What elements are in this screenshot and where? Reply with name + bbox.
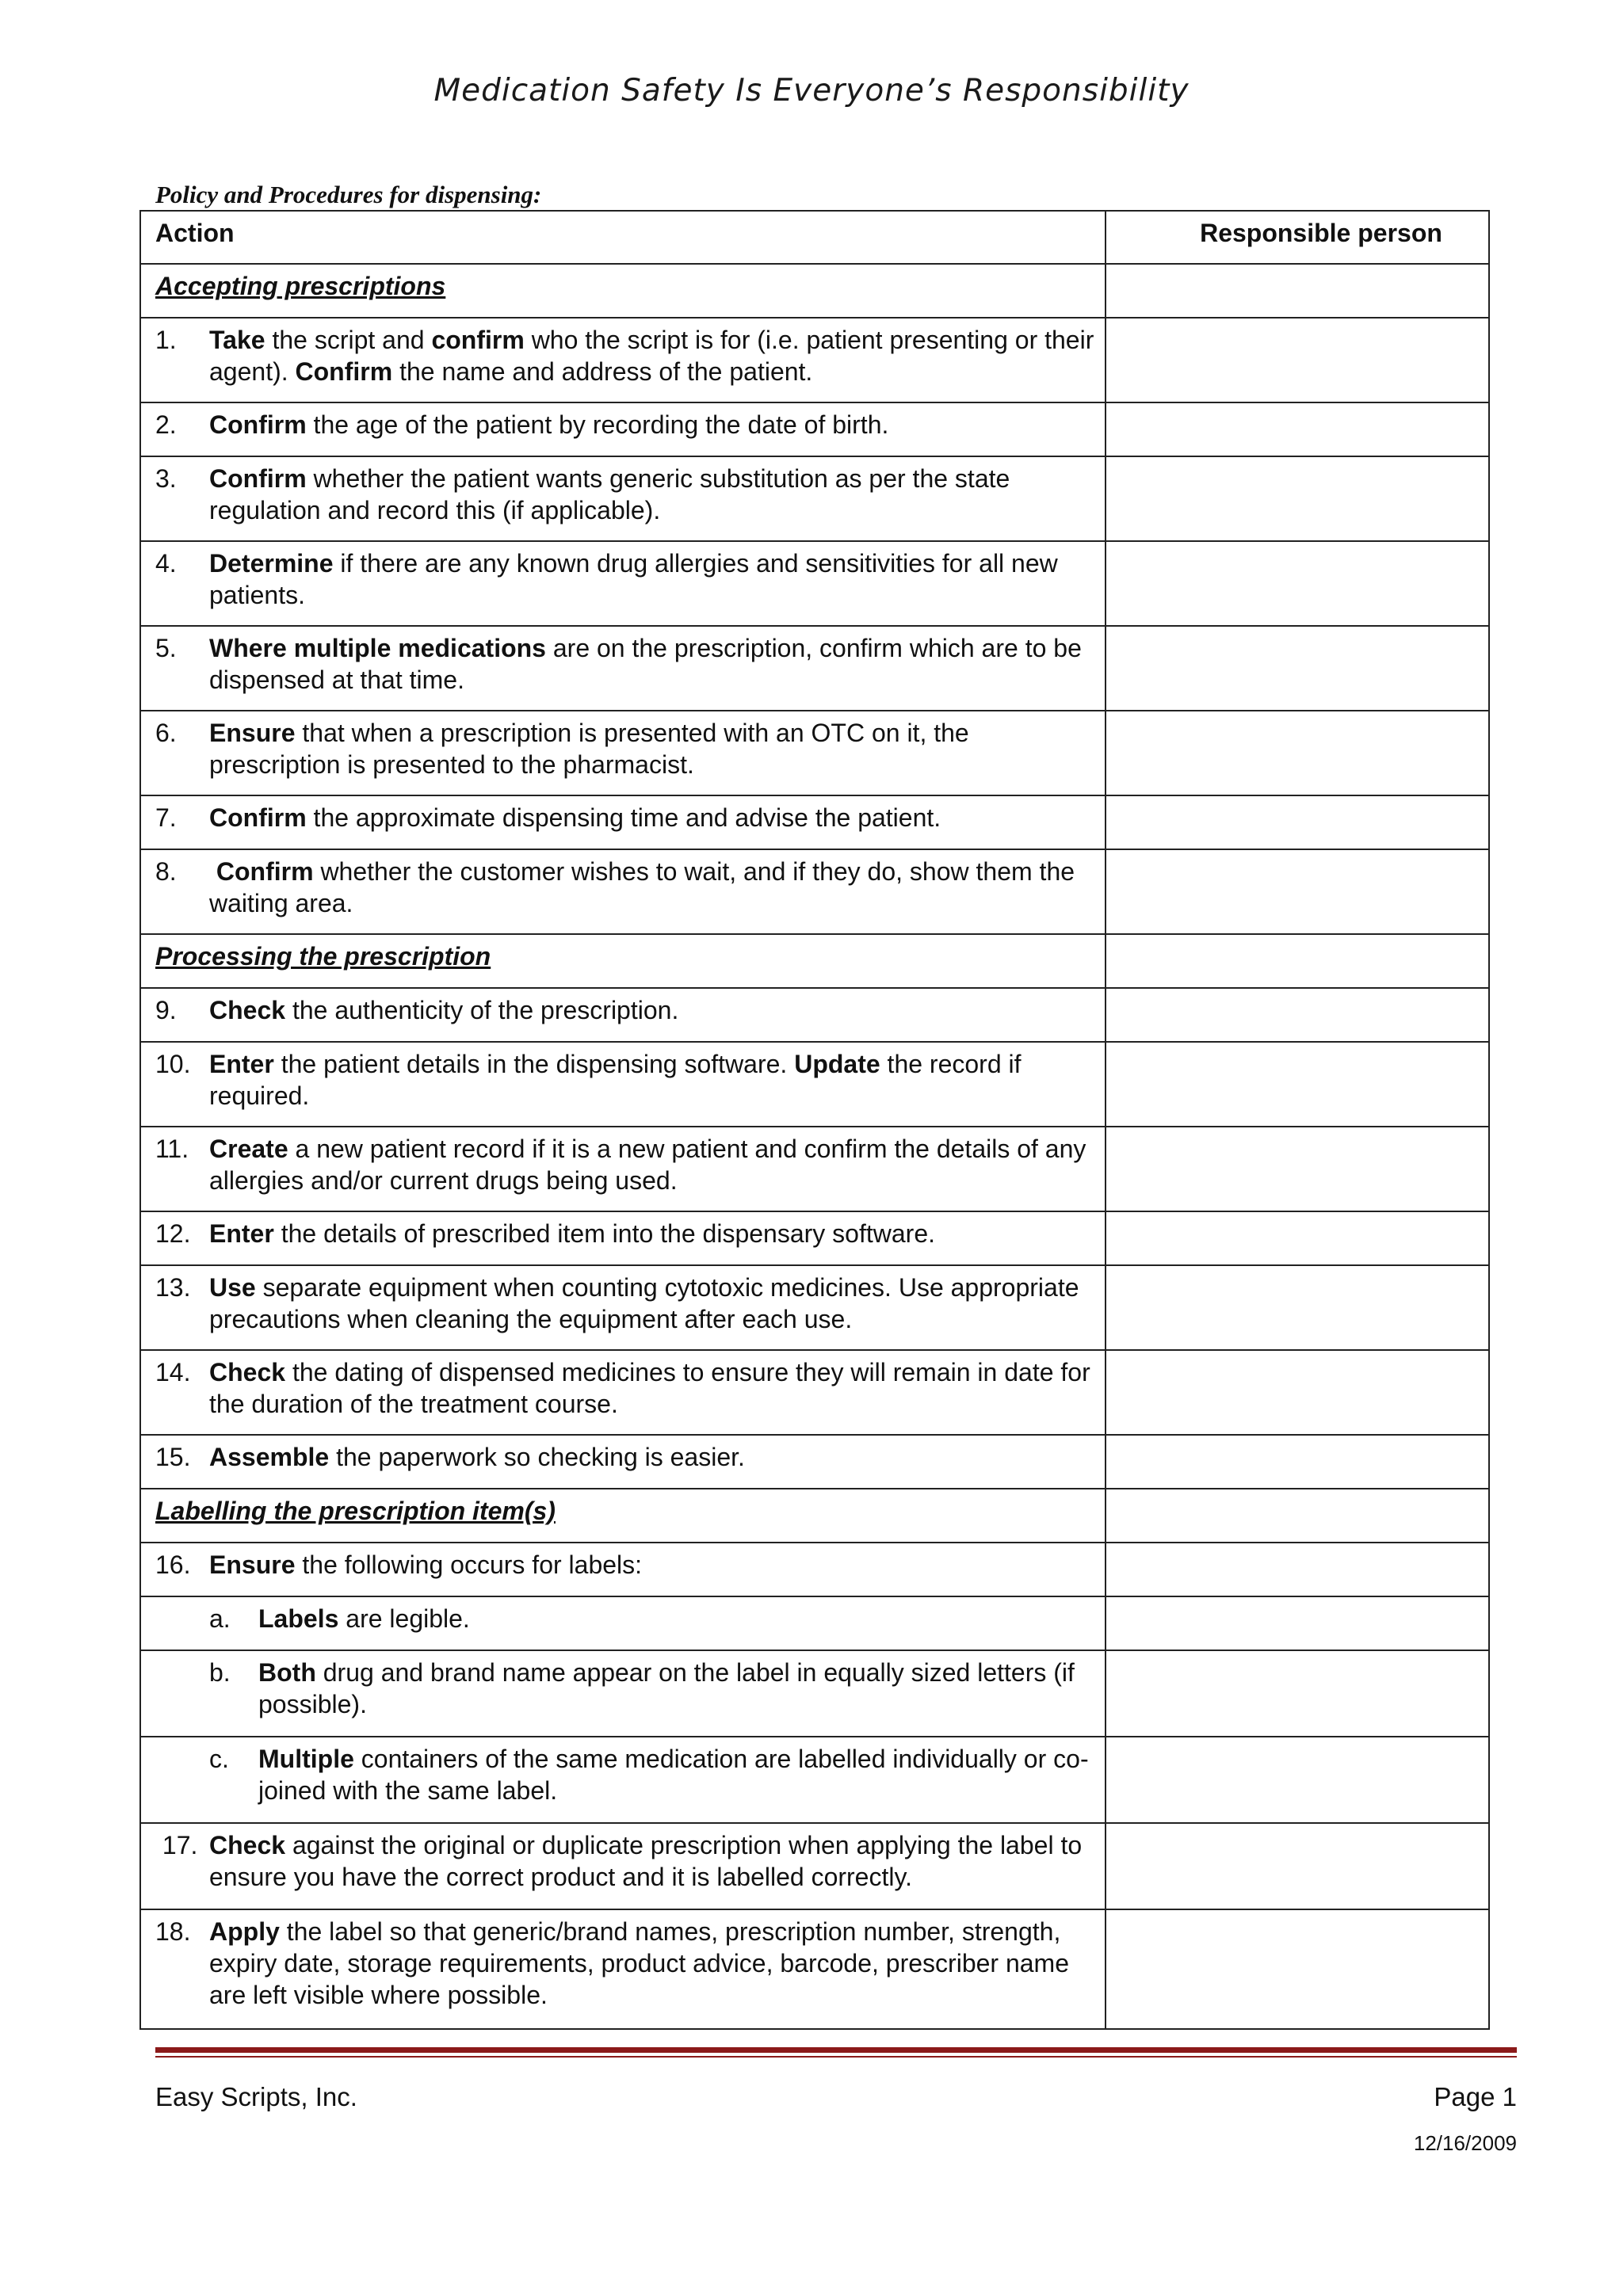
action-cell: [140, 1596, 1106, 1650]
footer-company: Easy Scripts, Inc.: [155, 2082, 357, 2111]
step-keyword: Enter: [209, 1219, 274, 1248]
action-cell: [140, 849, 1106, 934]
step-item: [155, 1218, 1097, 1249]
step-text-fragment: the authenticity of the prescription.: [285, 996, 679, 1024]
step-text-fragment: who the script is for (i.e. patient presenting or their agent).: [209, 326, 1102, 386]
step-keyword: Confirm: [216, 857, 314, 886]
step-text: [209, 547, 1097, 611]
table-row: [140, 711, 1489, 795]
step-keyword: Confirm: [295, 357, 393, 386]
table-row: [140, 1650, 1489, 1737]
step-item: [155, 547, 1097, 611]
step-text-fragment: if there are any known drug allergies and sensitivities for all new patients.: [209, 549, 1065, 609]
action-cell: [140, 456, 1106, 541]
action-cell: [140, 541, 1106, 626]
header-action: Action: [140, 211, 1106, 264]
step-text-fragment: a new patient record if it is a new patient and confirm the details of any allergies and/or current drugs being used.: [209, 1135, 1094, 1195]
step-item: [155, 1829, 1097, 1893]
footer-date: 12/16/2009: [1413, 2131, 1517, 2155]
step-number: 10.: [155, 1050, 191, 1078]
action-cell: [140, 1127, 1106, 1211]
step-number: 17.: [155, 1831, 198, 1859]
responsible-person-cell[interactable]: [1106, 934, 1489, 988]
sub-step: [155, 1657, 1097, 1720]
step-text: [209, 1916, 1097, 2011]
step-keyword: Assemble: [209, 1443, 330, 1471]
step-keyword: Use: [209, 1273, 256, 1302]
step-item: [155, 632, 1097, 696]
responsible-person-cell[interactable]: [1106, 318, 1489, 402]
action-cell: [140, 1350, 1106, 1435]
action-cell: [140, 318, 1106, 402]
step-text: [258, 1603, 1097, 1634]
responsible-person-cell[interactable]: [1106, 1823, 1489, 1909]
step-keyword: Both: [258, 1658, 316, 1687]
step-keyword: Ensure: [209, 719, 296, 747]
responsible-person-cell[interactable]: [1106, 1350, 1489, 1435]
section-title: Accepting prescriptions: [140, 264, 1106, 318]
step-text-fragment: the age of the patient by recording the date of birth.: [306, 410, 889, 439]
table-row: [140, 1211, 1489, 1265]
step-text-fragment: the label so that generic/brand names, prescription number, strength, expiry date, storage requirements, product advice, barcode, prescriber name are left visible where possible.: [209, 1917, 1076, 2009]
step-text-fragment: [209, 857, 216, 886]
step-number: 1.: [155, 326, 177, 354]
step-text-fragment: that when a prescription is presented with an OTC on it, the prescription is presented to the pharmacist.: [209, 719, 976, 779]
step-text: [209, 463, 1097, 526]
action-cell: [140, 988, 1106, 1042]
step-text: [209, 1829, 1097, 1893]
step-number: a.: [209, 1604, 231, 1633]
table-row: [140, 626, 1489, 711]
responsible-person-cell[interactable]: [1106, 1042, 1489, 1127]
responsible-person-cell[interactable]: [1106, 1543, 1489, 1596]
responsible-person-cell[interactable]: [1106, 264, 1489, 318]
step-number: 2.: [155, 410, 177, 439]
step-text: [209, 717, 1097, 780]
action-cell: [140, 402, 1106, 456]
responsible-person-cell[interactable]: [1106, 988, 1489, 1042]
responsible-person-cell[interactable]: [1106, 849, 1489, 934]
table-row: [140, 849, 1489, 934]
table-row: [140, 1737, 1489, 1823]
table-row: [140, 1265, 1489, 1350]
step-number: b.: [209, 1658, 231, 1687]
action-cell: [140, 1823, 1106, 1909]
step-keyword: Where multiple medications: [209, 634, 546, 662]
document-title: Medication Safety Is Everyone’s Responsibility: [433, 73, 1190, 109]
responsible-person-cell[interactable]: [1106, 795, 1489, 849]
step-keyword: Check: [209, 1831, 286, 1859]
responsible-person-cell[interactable]: [1106, 1909, 1489, 2029]
step-number: 15.: [155, 1443, 191, 1471]
footer-rule-thin: [155, 2056, 1517, 2058]
step-keyword: Update: [794, 1050, 880, 1078]
action-cell: [140, 1265, 1106, 1350]
section-row: [140, 934, 1489, 988]
step-text: [258, 1657, 1097, 1720]
responsible-person-cell[interactable]: [1106, 1211, 1489, 1265]
step-text-fragment: against the original or duplicate prescription when applying the label to ensure you have the correct product and it is labelled correctly.: [209, 1831, 1090, 1891]
step-text-fragment: are legible.: [338, 1604, 470, 1633]
step-text: [209, 1218, 1097, 1249]
step-text: [209, 324, 1102, 387]
table-row: [140, 1596, 1489, 1650]
responsible-person-cell[interactable]: [1106, 1127, 1489, 1211]
step-text: [209, 632, 1097, 696]
step-keyword: Enter: [209, 1050, 274, 1078]
sub-step: [155, 1603, 1097, 1634]
step-keyword: Confirm: [209, 464, 307, 493]
step-text: [258, 1743, 1097, 1806]
responsible-person-cell[interactable]: [1106, 1435, 1489, 1489]
table-header-row: [140, 211, 1489, 264]
step-item: [155, 856, 1097, 919]
step-number: 13.: [155, 1273, 191, 1302]
step-keyword: confirm: [431, 326, 525, 354]
step-text-fragment: are on the prescription, confirm which are to be dispensed at that time.: [209, 634, 1089, 694]
procedures-table-body: [140, 211, 1489, 2029]
step-text-fragment: the approximate dispensing time and advise the patient.: [306, 803, 941, 832]
step-number: 8.: [155, 857, 177, 886]
footer-page-number: Page 1: [1434, 2082, 1517, 2111]
procedures-table: [139, 210, 1490, 2030]
step-text: [209, 856, 1097, 919]
step-text: [209, 1356, 1097, 1420]
step-number: 16.: [155, 1550, 191, 1579]
section-title: Labelling the prescription item(s): [140, 1489, 1106, 1543]
step-text-fragment: the dating of dispensed medicines to ensure they will remain in date for the duration of the treatment course.: [209, 1358, 1098, 1418]
step-text: [209, 1272, 1097, 1335]
step-number: 4.: [155, 549, 177, 578]
step-text: [209, 409, 1097, 441]
responsible-person-cell[interactable]: [1106, 1265, 1489, 1350]
step-text: [209, 994, 1097, 1026]
step-text-fragment: the record if required.: [209, 1050, 1029, 1110]
step-text-fragment: the patient details in the dispensing software.: [273, 1050, 795, 1078]
step-item: [155, 1356, 1097, 1420]
step-number: 11.: [155, 1135, 189, 1163]
table-row: [140, 1909, 1489, 2029]
responsible-person-cell[interactable]: [1106, 626, 1489, 711]
action-cell: [140, 711, 1106, 795]
action-cell: [140, 1650, 1106, 1737]
action-cell: [140, 1543, 1106, 1596]
step-item: [155, 1549, 1097, 1581]
step-item: [155, 994, 1097, 1026]
step-text-fragment: separate equipment when counting cytotoxic medicines. Use appropriate precautions when cleaning the equipment after each use.: [209, 1273, 1086, 1333]
section-row: [140, 264, 1489, 318]
step-text-fragment: the paperwork so checking is easier.: [329, 1443, 745, 1471]
step-number: 5.: [155, 634, 177, 662]
action-cell: [140, 626, 1106, 711]
footer-rule-thick: [155, 2047, 1517, 2053]
step-item: [155, 324, 1102, 387]
step-text-fragment: containers of the same medication are labelled individually or co-joined with the same label.: [258, 1745, 1089, 1805]
step-number: 3.: [155, 464, 177, 493]
section-row: [140, 1489, 1489, 1543]
action-cell: [140, 795, 1106, 849]
responsible-person-cell[interactable]: [1106, 711, 1489, 795]
responsible-person-cell[interactable]: [1106, 1650, 1489, 1737]
step-text: [209, 1441, 1097, 1473]
step-keyword: Determine: [209, 549, 334, 578]
table-row: [140, 1543, 1489, 1596]
step-text-fragment: the details of prescribed item into the dispensary software.: [273, 1219, 935, 1248]
step-number: 12.: [155, 1219, 191, 1248]
step-number: 7.: [155, 803, 177, 832]
table-row: [140, 1350, 1489, 1435]
step-item: [155, 1272, 1097, 1335]
table-row: [140, 1127, 1489, 1211]
step-keyword: Take: [209, 326, 265, 354]
table-row: [140, 402, 1489, 456]
step-item: [155, 1133, 1097, 1196]
step-keyword: Confirm: [209, 803, 307, 832]
table-row: [140, 1435, 1489, 1489]
step-item: [155, 409, 1097, 441]
responsible-person-cell[interactable]: [1106, 402, 1489, 456]
step-number: 18.: [155, 1917, 191, 1946]
header-responsible-person: Responsible person: [1106, 211, 1489, 264]
policy-heading: Policy and Procedures for dispensing:: [155, 181, 542, 208]
action-cell: [140, 1909, 1106, 2029]
step-text: [209, 1549, 1097, 1581]
step-number: 9.: [155, 996, 177, 1024]
step-item: [155, 802, 1097, 833]
step-text: [209, 802, 1097, 833]
step-text-fragment: whether the customer wishes to wait, and if they do, show them the waiting area.: [209, 857, 1082, 917]
step-keyword: Create: [209, 1135, 288, 1163]
step-number: c.: [209, 1745, 229, 1773]
step-number: 14.: [155, 1358, 191, 1386]
step-text-fragment: the following occurs for labels:: [295, 1550, 643, 1579]
step-text-fragment: drug and brand name appear on the label in equally sized letters (if possible).: [258, 1658, 1082, 1718]
table-row: [140, 318, 1489, 402]
step-text-fragment: whether the patient wants generic substitution as per the state regulation and record this (if applicable).: [209, 464, 1018, 524]
step-item: [155, 1916, 1097, 2011]
step-keyword: Confirm: [209, 410, 307, 439]
step-item: [155, 463, 1097, 526]
responsible-person-cell[interactable]: [1106, 1489, 1489, 1543]
step-item: [155, 1048, 1097, 1112]
responsible-person-cell[interactable]: [1106, 1737, 1489, 1823]
step-text-fragment: the script and: [265, 326, 432, 354]
step-keyword: Labels: [258, 1604, 339, 1633]
step-keyword: Check: [209, 1358, 286, 1386]
responsible-person-cell[interactable]: [1106, 456, 1489, 541]
table-row: [140, 1042, 1489, 1127]
step-text-fragment: the name and address of the patient.: [392, 357, 813, 386]
step-keyword: Ensure: [209, 1550, 296, 1579]
table-row: [140, 1823, 1489, 1909]
step-number: 6.: [155, 719, 177, 747]
action-cell: [140, 1435, 1106, 1489]
step-keyword: Apply: [209, 1917, 280, 1946]
responsible-person-cell[interactable]: [1106, 1596, 1489, 1650]
step-keyword: Check: [209, 996, 286, 1024]
sub-step: [155, 1743, 1097, 1806]
table-row: [140, 456, 1489, 541]
section-title: Processing the prescription: [140, 934, 1106, 988]
footer-rule: [155, 2047, 1517, 2058]
table-row: [140, 988, 1489, 1042]
action-cell: [140, 1737, 1106, 1823]
table-row: [140, 541, 1489, 626]
action-cell: [140, 1042, 1106, 1127]
responsible-person-cell[interactable]: [1106, 541, 1489, 626]
step-item: [155, 1441, 1097, 1473]
step-keyword: Multiple: [258, 1745, 354, 1773]
step-item: [155, 717, 1097, 780]
table-row: [140, 795, 1489, 849]
step-text: [209, 1133, 1097, 1196]
action-cell: [140, 1211, 1106, 1265]
step-text: [209, 1048, 1097, 1112]
